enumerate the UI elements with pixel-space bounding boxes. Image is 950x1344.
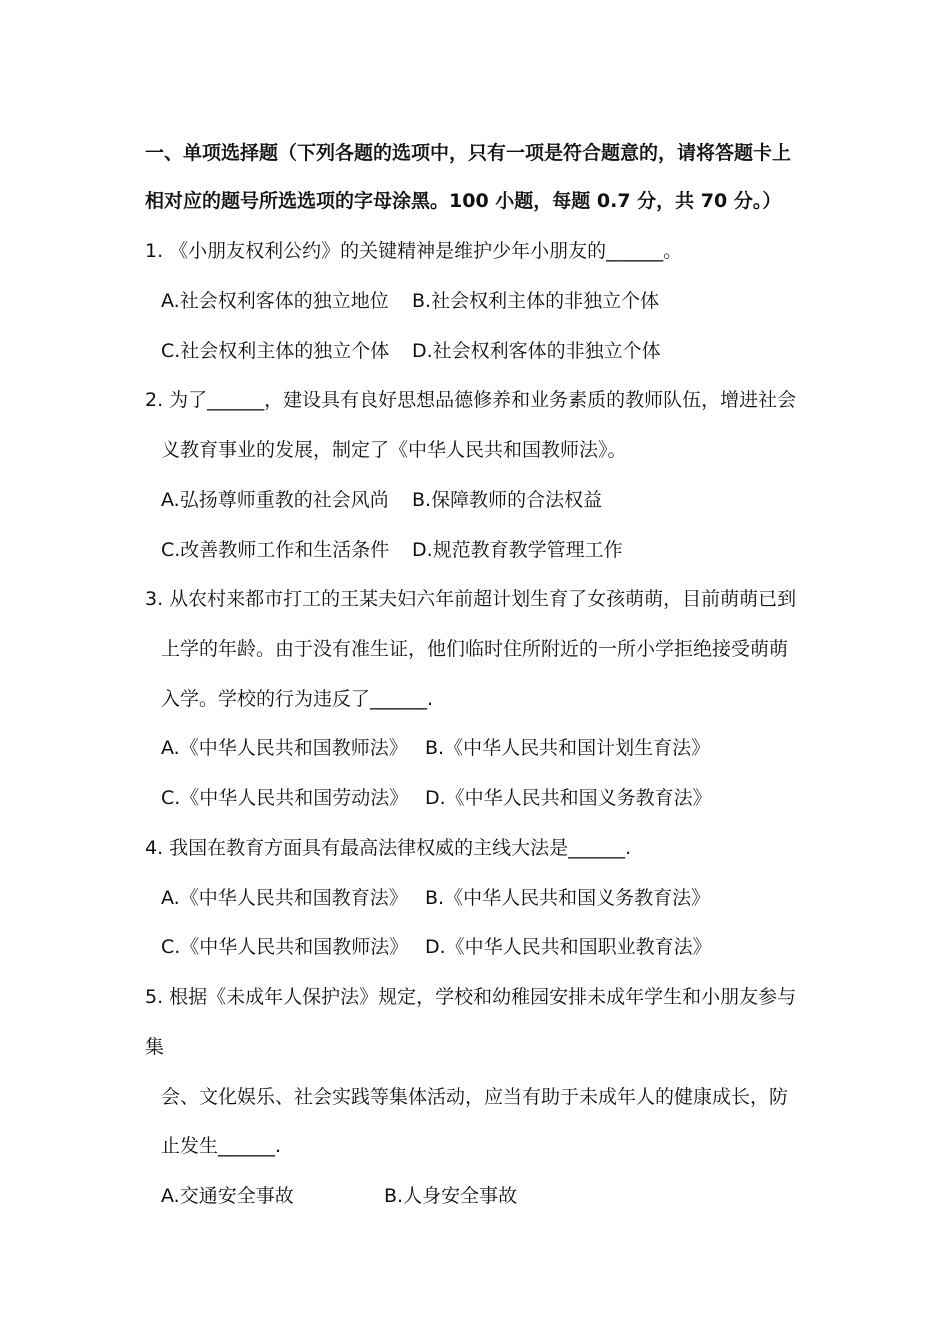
question-1-option-c: C.社会权利主体的独立个体 xyxy=(161,340,390,362)
question-1-option-b: B.社会权利主体的非独立个体 xyxy=(412,290,660,312)
question-3-option-c: C.《中华人民共和国劳动法》 xyxy=(161,787,409,809)
question-3-option-b: B.《中华人民共和国计划生育法》 xyxy=(425,737,711,759)
section-heading-line-1: 一、单项选择题（下列各题的选项中，只有一项是符合题意的，请将答题卡上 xyxy=(145,142,792,164)
question-3-stem-line-2: 上学的年龄。由于没有准生证，他们临时住所附近的一所小学拒绝接受萌萌 xyxy=(161,638,789,660)
question-2-stem-line-2: 义教育事业的发展，制定了《中华人民共和国教师法》。 xyxy=(161,439,627,461)
question-5-stem-line-3: 会、文化娱乐、社会实践等集体活动，应当有助于未成年人的健康成长，防 xyxy=(161,1086,789,1108)
question-4-option-a: A.《中华人民共和国教育法》 xyxy=(161,887,408,909)
question-2-option-b: B.保障教师的合法权益 xyxy=(412,489,603,511)
question-3-option-a: A.《中华人民共和国教师法》 xyxy=(161,737,408,759)
question-4-option-b: B.《中华人民共和国义务教育法》 xyxy=(425,887,711,909)
question-5-stem-line-1: 5. 根据《未成年人保护法》规定，学校和幼稚园安排未成年学生和小朋友参与 xyxy=(145,986,797,1008)
question-1-option-a: A.社会权利客体的独立地位 xyxy=(161,290,389,312)
question-4-option-d: D.《中华人民共和国职业教育法》 xyxy=(425,936,712,958)
question-2-stem-line-1: 2. 为了______，建设具有良好思想品德修养和业务素质的教师队伍，增进社会 xyxy=(145,389,797,411)
question-1-stem: 1. 《小朋友权利公约》的关键精神是维护少年小朋友的______。 xyxy=(145,240,683,262)
section-heading-line-2: 相对应的题号所选选项的字母涂黑。100 小题，每题 0.7 分，共 70 分。） xyxy=(145,190,782,212)
question-2-option-c: C.改善教师工作和生活条件 xyxy=(161,539,390,561)
question-5-option-b: B.人身安全事故 xyxy=(384,1185,518,1207)
question-5-stem-line-4: 止发生______. xyxy=(161,1135,282,1157)
question-3-stem-line-1: 3. 从农村来都市打工的王某夫妇六年前超计划生育了女孩萌萌，目前萌萌已到 xyxy=(145,588,797,610)
question-1-option-d: D.社会权利客体的非独立个体 xyxy=(412,340,661,362)
question-3-option-d: D.《中华人民共和国义务教育法》 xyxy=(425,787,712,809)
question-5-option-a: A.交通安全事故 xyxy=(161,1185,294,1207)
question-2-option-a: A.弘扬尊师重教的社会风尚 xyxy=(161,489,389,511)
question-2-option-d: D.规范教育教学管理工作 xyxy=(412,539,623,561)
question-4-stem: 4. 我国在教育方面具有最高法律权威的主线大法是______. xyxy=(145,837,632,859)
question-5-stem-line-2: 集 xyxy=(145,1036,165,1058)
question-4-option-c: C.《中华人民共和国教师法》 xyxy=(161,936,409,958)
question-3-stem-line-3: 入学。学校的行为违反了______. xyxy=(161,688,434,710)
